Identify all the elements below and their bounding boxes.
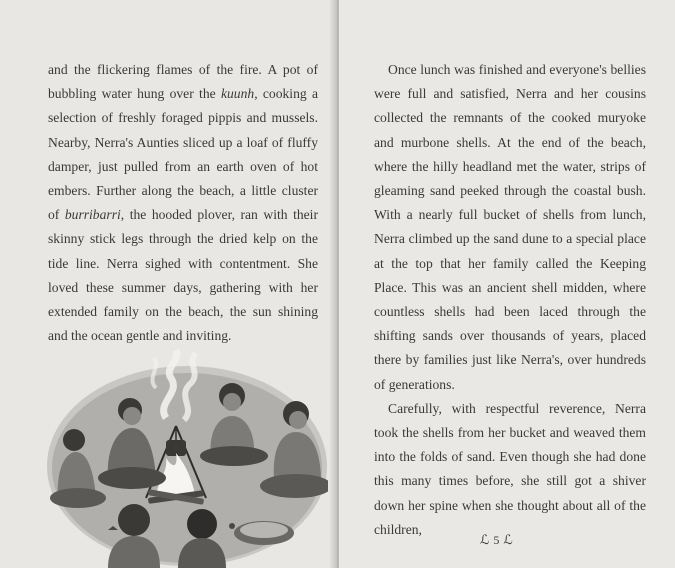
right-paragraph-segment: Carefully, with respectful reverence, Nerra took the shells from her bucket and weaved them into the folds of sand. Even though she had done this many times before, she still got a shiver down her spine when she thought about all of the children, <box>374 400 646 537</box>
left-page <box>0 0 336 568</box>
right-paragraph-1 <box>374 58 646 397</box>
left-paragraph-segment: , cooking a selection of freshly foraged pippis and mussels. Nearby, Nerra's Aunties sliced up a loaf of fluffy damper, just pulled from an earth oven of hot embers. Further along the beach, a little cluster of <box>48 86 319 223</box>
right-paragraph-2 <box>374 397 646 542</box>
left-paragraph-segment: kuunh <box>220 86 255 102</box>
page-number-text: 5 <box>493 532 500 547</box>
right-swirl-ornament: ℒ <box>503 532 513 547</box>
left-page-text <box>48 58 318 348</box>
campfire-illustration <box>46 348 328 568</box>
right-paragraph-segment: Once lunch was finished and everyone's bellies were full and satisfied, Nerra and her cousins collected the remnants of the cooked muryoke and murbone shells. At the end of the beach, where the hilly headland met the water, strips of gleaming sand peeked through the coastal bush. With a nearly full bucket of shells from lunch, Nerra climbed up the sand dune to a special place at the top that her family called the Keeping Place. This was an ancient shell midden, where countless shells had been laced through the shifting sands over thousands of years, placed there by families just like Nerra's, over hundreds of generations. <box>374 62 646 392</box>
left-paragraph-segment: , the hooded plover, ran with their skinny stick legs through the dried kelp on the tide line. Nerra sighed with contentment. She loved these summer days, gathering with her extended family on the beach, the sun shining and the ocean gentle and inviting. <box>48 207 318 344</box>
left-swirl-ornament: ℒ <box>480 532 490 547</box>
page-number <box>480 532 513 548</box>
left-paragraph-1 <box>48 58 318 348</box>
right-page <box>339 0 675 568</box>
left-paragraph-segment: burribarri <box>64 207 121 223</box>
right-page-text <box>374 58 646 542</box>
left-paragraph-segment: and the flickering flames of the fire. A pot of bubbling water hung over the <box>48 62 318 102</box>
